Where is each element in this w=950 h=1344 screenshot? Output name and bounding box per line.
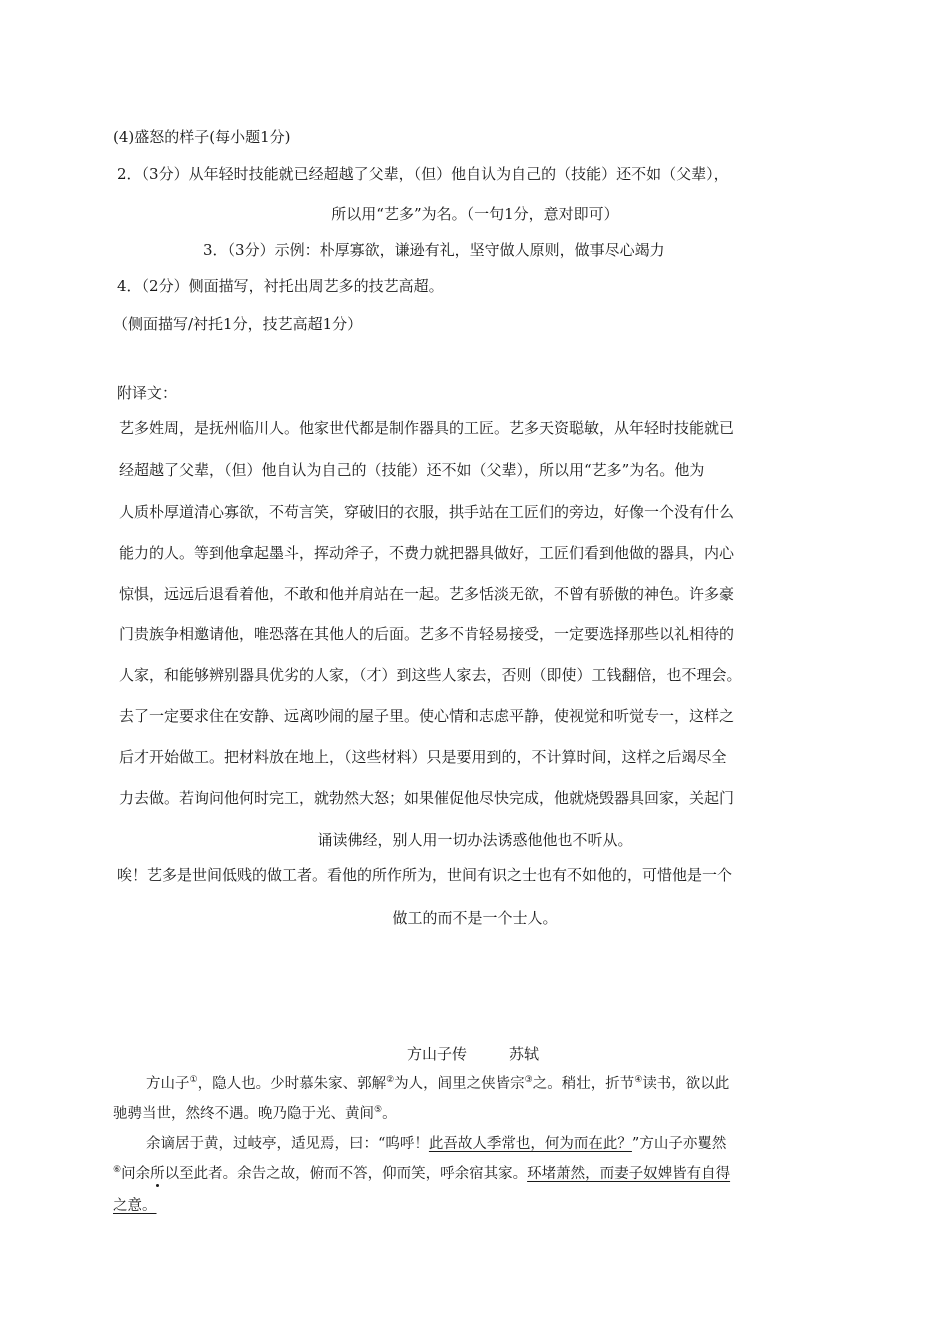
translation-line: 经超越了父辈，（但）他自认为自己的（技能）还不如（父辈），所以用“艺多”为名。他为 — [119, 461, 705, 479]
translation-line: 惊惧，远远后退看着他，不敢和他并肩站在一起。艺多恬淡无欲，不曾有骄傲的神色。许多豪 — [119, 585, 735, 603]
translation-heading: 附译文： — [117, 384, 178, 402]
translation-line: 做工的而不是一个士人。 — [392, 909, 558, 927]
answer-3: 3．（3分）示例：朴厚寡欲，谦逊有礼，坚守做人原则，做事尽心竭力 — [203, 241, 665, 259]
emphasis-dot-character: 所 — [150, 1166, 165, 1182]
answer-4-line-1: 4．（2分）侧面描写，衬托出周艺多的技艺高超。 — [117, 277, 444, 295]
underlined-sentence: 之意。 — [113, 1198, 157, 1214]
footnote-marker: ① — [189, 1075, 198, 1086]
translation-line: 唉！艺多是世间低贱的做工者。看他的所作所为，世间有识之士也有不如他的，可惜他是一个 — [117, 866, 733, 884]
underlined-sentence: 环堵萧然，而妻子奴婢皆有自得 — [527, 1166, 731, 1182]
translation-line: 艺多姓周，是抚州临川人。他家世代都是制作器具的工匠。艺多天资聪敏，从年轻时技能就已 — [119, 419, 735, 437]
passage-paragraph-1-line-1: 方山子①，隐人也。少时慕朱家、郭解②为人，闾里之侠皆宗③之。稍壮，折节④读书，欲以此 — [146, 1075, 730, 1092]
footnote-marker: ② — [386, 1075, 395, 1086]
translation-line: 人质朴厚道清心寡欲，不苟言笑，穿破旧的衣服，拱手站在工匠们的旁边，好像一个没有什么 — [119, 503, 735, 521]
translation-line: 门贵族争相邀请他，唯恐落在其他人的后面。艺多不肯轻易接受，一定要选择那些以礼相待的 — [119, 625, 735, 643]
translation-line: 后才开始做工。把材料放在地上，（这些材料）只是要用到的，不计算时间，这样之后竭尽全 — [119, 748, 727, 766]
underlined-sentence: 此吾故人季常也，何为而在此？ — [428, 1136, 632, 1152]
passage-paragraph-2-line-1: 余谪居于黄，过岐亭，适见焉，曰：“呜呼！此吾故人季常也，何为而在此？”方山子亦矍然 — [146, 1136, 727, 1152]
answer-2-line-1: 2．（3分）从年轻时技能就已经超越了父辈，（但）他自认为自己的（技能）还不如（父辈）， — [117, 165, 729, 183]
footnote-marker: ⑥ — [113, 1165, 122, 1176]
footnote-marker: ③ — [524, 1075, 533, 1086]
answer-4-line-2: （侧面描写/衬托1分，技艺高超1分） — [113, 315, 363, 333]
footnote-marker: ④ — [634, 1075, 643, 1086]
translation-line: 去了一定要求住在安静、远离吵闹的屋子里。使心情和志虑平静，使视觉和听觉专一，这样之 — [119, 707, 735, 725]
answer-1-4: (4)盛怒的样子(每小题1分) — [113, 128, 291, 146]
translation-line: 力去做。若询问他何时完工，就勃然大怒；如果催促他尽快完成，他就烧毁器具回家，关起门 — [119, 789, 735, 807]
passage-author: 苏轼 — [509, 1045, 540, 1063]
translation-line: 能力的人。等到他拿起墨斗，挥动斧子，不费力就把器具做好，工匠们看到他做的器具，内心 — [119, 544, 735, 562]
translation-line: 人家，和能够辨别器具优劣的人家，（才）到这些人家去，否则（即使）工钱翻倍，也不理会。 — [119, 666, 742, 684]
translation-line: 诵读佛经，别人用一切办法诱惑他他也不听从。 — [317, 831, 633, 849]
passage-paragraph-1-line-2: 驰骋当世，然终不遇。晚乃隐于光、黄间⑤。 — [113, 1105, 397, 1122]
passage-paragraph-2-line-2: ⑥问余所以至此者。余告之故，俯而不答，仰而笑，呼余宿其家。环堵萧然，而妻子奴婢皆有自得 — [113, 1165, 731, 1182]
footnote-marker: ⑤ — [374, 1105, 383, 1116]
passage-title: 方山子传 — [407, 1045, 468, 1063]
passage-paragraph-2-line-3 — [113, 1196, 157, 1216]
answer-2-line-2: 所以用“艺多”为名。（一句1分，意对即可） — [331, 205, 619, 223]
